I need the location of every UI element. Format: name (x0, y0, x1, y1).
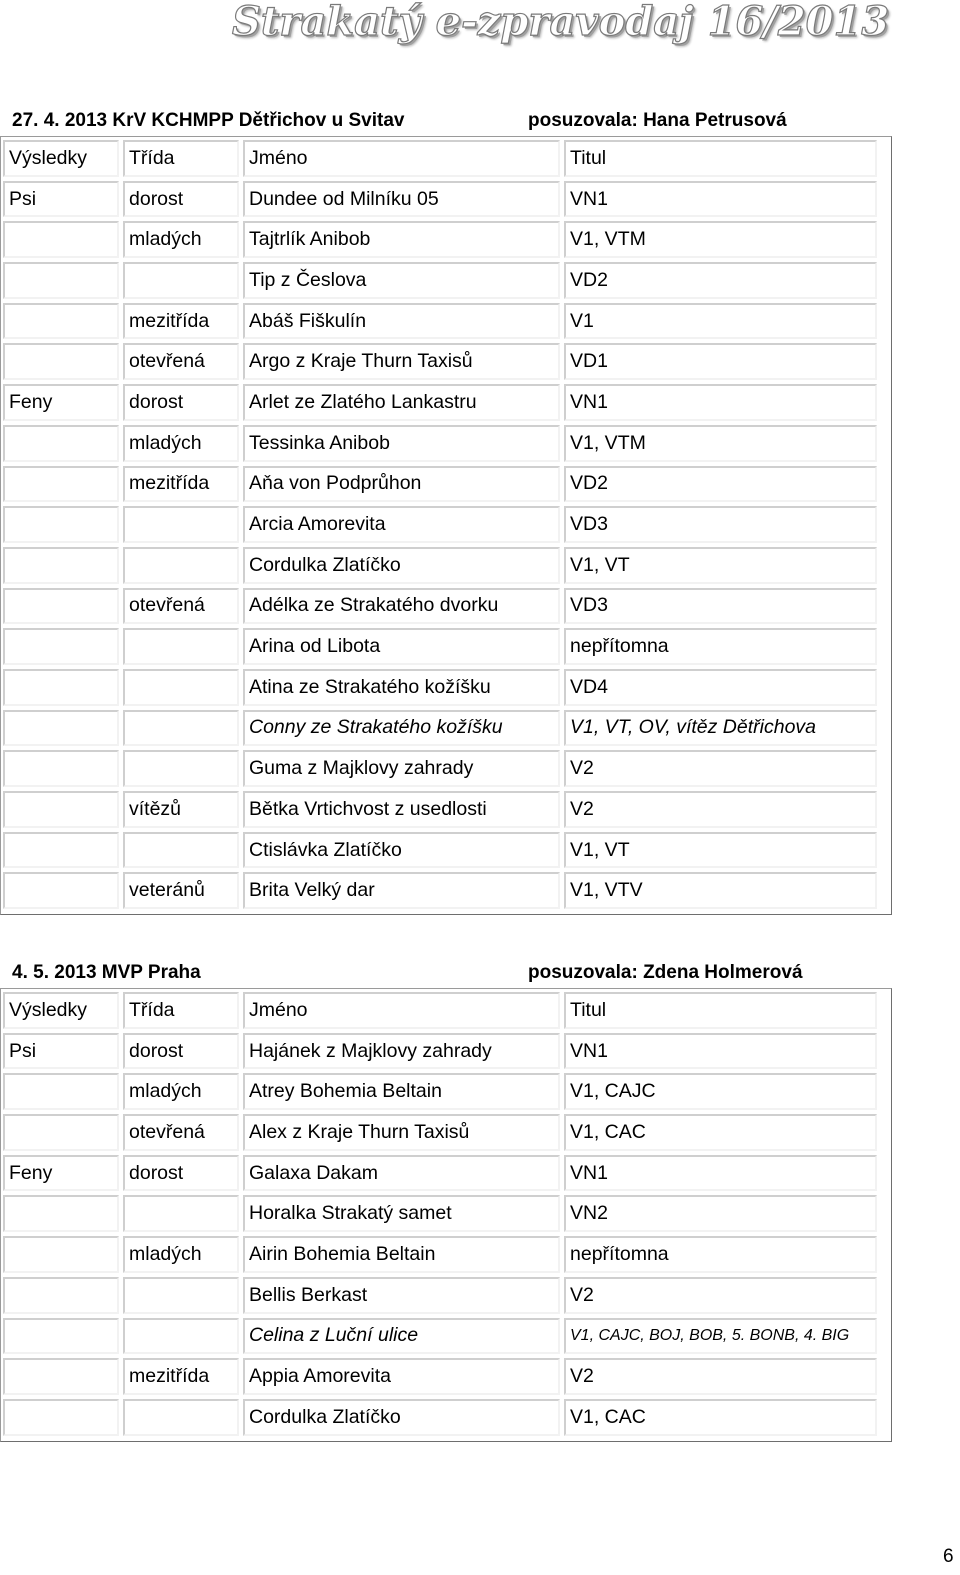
table-row (1, 1031, 891, 1072)
table-row (1, 748, 891, 789)
event-header (0, 106, 892, 136)
table-row (1, 464, 891, 505)
results-section (0, 106, 892, 915)
name-cell: Horalka Strakatý samet (243, 1195, 560, 1232)
table-header-row (1, 990, 891, 1031)
name-cell: Guma z Majklovy zahrady (243, 750, 560, 787)
name-cell: Arcia Amorevita (243, 506, 560, 543)
group-cell (3, 1318, 119, 1355)
name-cell: Bětka Vrtichvost z usedlosti (243, 791, 560, 828)
group-cell (3, 1277, 119, 1314)
column-header: Jméno (243, 140, 560, 177)
results-table (0, 136, 892, 915)
title-cell: V2 (564, 791, 877, 828)
title-cell: V1, VT (564, 547, 877, 584)
group-cell (3, 832, 119, 869)
class-cell: veteránů (123, 872, 239, 909)
class-cell: dorost (123, 181, 239, 218)
group-cell (3, 343, 119, 380)
event-title: 4. 5. 2013 MVP Praha (12, 962, 201, 983)
table-row (1, 545, 891, 586)
title-cell: VN2 (564, 1195, 877, 1232)
class-cell (123, 506, 239, 543)
table-row (1, 423, 891, 464)
column-header: Výsledky (3, 992, 119, 1029)
name-cell: Bellis Berkast (243, 1277, 560, 1314)
table-row (1, 1316, 891, 1357)
class-cell: otevřená (123, 1114, 239, 1151)
class-cell (123, 1399, 239, 1436)
class-cell: mladých (123, 221, 239, 258)
column-header: Třída (123, 140, 239, 177)
group-cell (3, 262, 119, 299)
table-row (1, 1397, 891, 1438)
group-cell (3, 1236, 119, 1273)
table-header-row (1, 138, 891, 179)
name-cell: Conny ze Strakatého kožíšku (243, 710, 560, 747)
name-cell: Brita Velký dar (243, 872, 560, 909)
title-cell: V1, VT (564, 832, 877, 869)
group-cell (3, 791, 119, 828)
results-table (0, 988, 892, 1442)
name-cell: Aňa von Podprůhon (243, 466, 560, 503)
title-cell: nepřítomna (564, 1236, 877, 1273)
title-cell: V1, VTM (564, 425, 877, 462)
name-cell: Tip z Česlova (243, 262, 560, 299)
group-cell: Psi (3, 181, 119, 218)
results-section (0, 958, 892, 1442)
table-row (1, 586, 891, 627)
group-cell (3, 1114, 119, 1151)
page-number: 6 (943, 1546, 954, 1567)
table-row (1, 301, 891, 342)
group-cell (3, 303, 119, 340)
name-cell: Adélka ze Strakatého dvorku (243, 588, 560, 625)
event-title: 27. 4. 2013 KrV KCHMPP Dětřichov u Svitav (12, 110, 405, 131)
event-header (0, 958, 892, 988)
title-cell: VD3 (564, 506, 877, 543)
class-cell (123, 710, 239, 747)
title-cell: VN1 (564, 181, 877, 218)
title-cell: V1, CAC (564, 1399, 877, 1436)
group-cell (3, 872, 119, 909)
title-cell: VN1 (564, 384, 877, 421)
title-cell: V2 (564, 1277, 877, 1314)
name-cell: Alex z Kraje Thurn Taxisů (243, 1114, 560, 1151)
title-cell: V1, VTV (564, 872, 877, 909)
title-cell: VD4 (564, 669, 877, 706)
title-cell: VD3 (564, 588, 877, 625)
table-row (1, 382, 891, 423)
class-cell: otevřená (123, 588, 239, 625)
group-cell: Psi (3, 1033, 119, 1070)
table-row (1, 179, 891, 220)
group-cell (3, 1358, 119, 1395)
class-cell: dorost (123, 384, 239, 421)
table-row (1, 219, 891, 260)
class-cell: mezitřída (123, 303, 239, 340)
name-cell: Galaxa Dakam (243, 1155, 560, 1192)
table-row (1, 1275, 891, 1316)
table-row (1, 1234, 891, 1275)
group-cell (3, 1073, 119, 1110)
class-cell: mladých (123, 1073, 239, 1110)
class-cell: mezitřída (123, 466, 239, 503)
class-cell: mladých (123, 1236, 239, 1273)
judge-label: posuzovala: Hana Petrusová (528, 110, 787, 131)
name-cell: Atrey Bohemia Beltain (243, 1073, 560, 1110)
title-cell: V1, CAC (564, 1114, 877, 1151)
group-cell (3, 669, 119, 706)
title-cell: V1 (564, 303, 877, 340)
class-cell (123, 750, 239, 787)
class-cell: vítězů (123, 791, 239, 828)
group-cell (3, 628, 119, 665)
class-cell: dorost (123, 1155, 239, 1192)
name-cell: Celina z Luční ulice (243, 1318, 560, 1355)
class-cell: otevřená (123, 343, 239, 380)
table-row (1, 260, 891, 301)
name-cell: Tessinka Anibob (243, 425, 560, 462)
title-cell: VD2 (564, 466, 877, 503)
name-cell: Arlet ze Zlatého Lankastru (243, 384, 560, 421)
table-row (1, 1193, 891, 1234)
title-cell: VD2 (564, 262, 877, 299)
newsletter-title: Strakatý e-zpravodaj 16/2013 (232, 0, 890, 45)
group-cell (3, 221, 119, 258)
class-cell (123, 547, 239, 584)
column-header: Jméno (243, 992, 560, 1029)
class-cell (123, 628, 239, 665)
column-header: Třída (123, 992, 239, 1029)
group-cell (3, 1399, 119, 1436)
group-cell: Feny (3, 384, 119, 421)
column-header: Výsledky (3, 140, 119, 177)
table-row (1, 1153, 891, 1194)
title-cell: V1, VTM (564, 221, 877, 258)
class-cell (123, 1318, 239, 1355)
group-cell (3, 506, 119, 543)
name-cell: Argo z Kraje Thurn Taxisů (243, 343, 560, 380)
table-row (1, 870, 891, 911)
group-cell (3, 710, 119, 747)
column-header: Titul (564, 140, 877, 177)
title-cell: V1, CAJC, BOJ, BOB, 5. BONB, 4. BIG (564, 1318, 877, 1355)
name-cell: Arina od Libota (243, 628, 560, 665)
table-row (1, 626, 891, 667)
class-cell (123, 832, 239, 869)
table-row (1, 830, 891, 871)
group-cell (3, 1195, 119, 1232)
group-cell (3, 750, 119, 787)
table-row (1, 341, 891, 382)
group-cell (3, 466, 119, 503)
title-cell: VN1 (564, 1033, 877, 1070)
title-cell: VD1 (564, 343, 877, 380)
table-row (1, 1356, 891, 1397)
class-cell (123, 669, 239, 706)
class-cell (123, 262, 239, 299)
table-row (1, 1071, 891, 1112)
name-cell: Appia Amorevita (243, 1358, 560, 1395)
class-cell (123, 1195, 239, 1232)
name-cell: Atina ze Strakatého kožíšku (243, 669, 560, 706)
title-cell: V1, VT, OV, vítěz Dětřichova (564, 710, 877, 747)
title-cell: nepřítomna (564, 628, 877, 665)
judge-label: posuzovala: Zdena Holmerová (528, 962, 803, 983)
table-row (1, 708, 891, 749)
class-cell: mladých (123, 425, 239, 462)
name-cell: Tajtrlík Anibob (243, 221, 560, 258)
title-cell: V2 (564, 1358, 877, 1395)
class-cell (123, 1277, 239, 1314)
table-row (1, 504, 891, 545)
group-cell (3, 547, 119, 584)
title-cell: VN1 (564, 1155, 877, 1192)
name-cell: Airin Bohemia Beltain (243, 1236, 560, 1273)
name-cell: Cordulka Zlatíčko (243, 547, 560, 584)
class-cell: dorost (123, 1033, 239, 1070)
table-row (1, 667, 891, 708)
name-cell: Abáš Fiškulín (243, 303, 560, 340)
table-row (1, 1112, 891, 1153)
group-cell (3, 588, 119, 625)
class-cell: mezitřída (123, 1358, 239, 1395)
table-row (1, 789, 891, 830)
column-header: Titul (564, 992, 877, 1029)
group-cell (3, 425, 119, 462)
name-cell: Dundee od Milníku 05 (243, 181, 560, 218)
name-cell: Cordulka Zlatíčko (243, 1399, 560, 1436)
title-cell: V2 (564, 750, 877, 787)
title-cell: V1, CAJC (564, 1073, 877, 1110)
name-cell: Ctislávka Zlatíčko (243, 832, 560, 869)
group-cell: Feny (3, 1155, 119, 1192)
name-cell: Hajánek z Majklovy zahrady (243, 1033, 560, 1070)
